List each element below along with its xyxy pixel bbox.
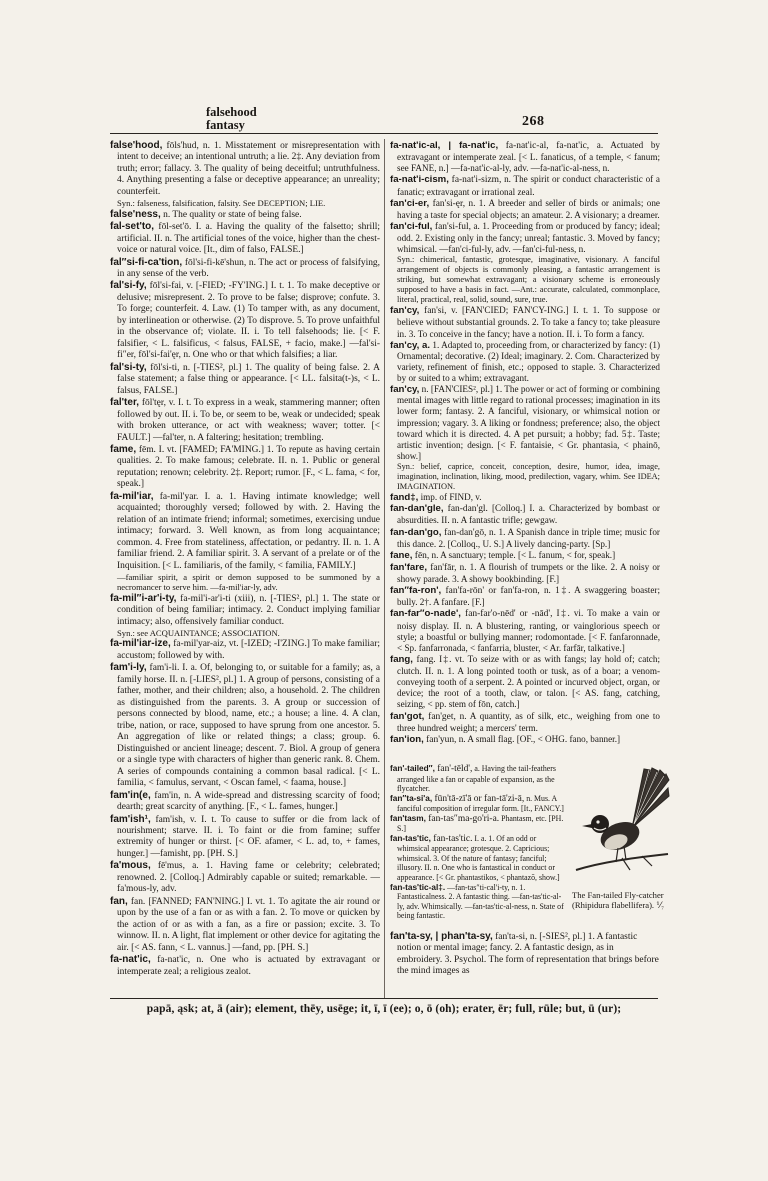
headword: fal'si-ty, bbox=[110, 361, 147, 373]
dictionary-entry bbox=[390, 608, 660, 654]
definition: n. 1. A Spanish dance in triple time; music for this dance. 2. [Colloq., U. S.] A lively dancing-party. [Sp.] bbox=[397, 526, 660, 549]
dictionary-entry bbox=[110, 257, 380, 281]
dictionary-entry bbox=[110, 638, 380, 662]
dictionary-entry bbox=[390, 711, 660, 734]
headword: fan'ta-sy, | phan'ta-sy, bbox=[390, 931, 493, 942]
headword: fa-mil'iar, bbox=[110, 490, 154, 502]
dictionary-entry bbox=[110, 362, 380, 397]
definition: v. [-FIED; -FY'ING.] I. t. 1. To make deceptive or delusive; misrepresent. 2. To prove to be false; disprove; confute. 3. To forge; counterfeit. 4. Law. (1) To tamper with, as any document, by interlineation or otherwise. (2) To disprove. 5. To prove unfaithful in the observance of; violate. II. i. To tell falsehoods; lie. [< F. falsifier, < L. falsificus, < falsus, FALSE, + facio, make.] —fal'si-fi″er, fōl'si-fai'ęr, n. One who or that which falsifies; a liar. bbox=[117, 281, 381, 361]
headword: fa-nat'ic, bbox=[110, 954, 151, 966]
pronunciation: fan. bbox=[127, 896, 146, 907]
dictionary-entry bbox=[390, 384, 660, 462]
definition: n. A wide-spread and distressing scarcity of food; dearth; great scarcity of anything. [F., < L. fames, hunger.] bbox=[117, 790, 380, 813]
guide-word-first: falsehood bbox=[206, 105, 257, 119]
pronunciation: fa-nat'ic, bbox=[150, 955, 191, 966]
definition: Phantasm, etc. [PH. S.] bbox=[397, 813, 564, 834]
wrapped-entries bbox=[390, 764, 568, 921]
pronunciation: fam'in, bbox=[150, 790, 181, 801]
footer-rule bbox=[110, 998, 658, 999]
definition: I. a. 1. Having intimate knowledge; well acquainted; thoroughly versed; followed by with. 2. Having the relation of an intimate friend; informal; sometimes, exercising undue intimacy; forward. 3. Well known, as from long acquaintance; common. 4. Free from stateliness, affectation, or pedantry. II. n. 1. A familiar friend. 2. A familiar spirit. 3. A servant of a prelate or of the Inquisition. [< L. familiaris, of the family, < familia, FAMILY.] bbox=[117, 491, 380, 571]
dictionary-entry bbox=[390, 140, 660, 174]
pronunciation: fan'si-ful, bbox=[432, 221, 471, 232]
headword: fan'cy, bbox=[390, 305, 420, 317]
dictionary-entry bbox=[390, 814, 568, 834]
pronunciation: fan-tas'tic. bbox=[430, 833, 473, 844]
dictionary-entry bbox=[110, 140, 380, 198]
dictionary-entry bbox=[390, 550, 660, 562]
dictionary-entry bbox=[110, 860, 380, 895]
dictionary-entry bbox=[390, 221, 660, 255]
definition: n. 1. Misstatement or misrepresentation with intent to deceive; an intentional untruth; a lie. 2‡. Any deviation from truth; error; fallacy. 3. The quality of being deceitful; untruthfulness. 4. Anything presenting a false or deceptive appearance; an unreality; counterfeit. bbox=[117, 141, 380, 197]
pronunciation: fūn'tā-zī'ā or fan-tā'zi-ā, bbox=[432, 793, 525, 804]
definition: I. a. 1. Of an odd or whimsical appearance; grotesque. 2. Capricious; whimsical. 3. Of the nature of fantasy; fanciful; illusory. II. n. One who is fantastical in conduct or appearance. [< Gr. phantastikos, < phantazō, show.] bbox=[397, 833, 560, 883]
dictionary-entry bbox=[110, 444, 380, 491]
headword: fan″ta-si'a, bbox=[390, 793, 433, 803]
definition: n. A sanctuary; temple. [< L. fanum, < for, speak.] bbox=[429, 549, 616, 560]
dictionary-entry bbox=[110, 954, 380, 978]
pronunciation: fa-nat'i-sizm, bbox=[448, 175, 502, 186]
definition: a. Actuated by extravagant or intemperate zeal. [< L. fanaticus, of a temple, < fanum; see FANE, n.] —fa-nat'ic-al-ly, adv. —fa-nat'ic-al-ness, n. bbox=[397, 140, 661, 174]
definition: a. 1. Having fame or celebrity; celebrated; renowned. 2. [Colloq.] Admirably capable or suited; remarkable. —fa'mous-ly, adv. bbox=[117, 861, 380, 895]
pronunciation: fōl-set'ō. bbox=[154, 222, 192, 233]
pronunciation: fōl'si-fi-kē'shun, bbox=[182, 257, 247, 268]
definition: n. [-TIES², pl.] 1. The quality of being false. 2. A false statement; a false thing or appearance. [< LL. falsita(t-)s, < L. falsus, FALSE.] bbox=[117, 362, 380, 396]
dictionary-entry bbox=[110, 491, 380, 572]
headword: fan'-tailed″, bbox=[390, 764, 435, 773]
dictionary-entry bbox=[390, 492, 660, 503]
right-column bbox=[390, 140, 660, 746]
definition: v. I. t. To cause to suffer or die from lack of nourishment; starve. II. i. To faint or die from famine; suffer extremity of hunger or thirst. [< OF. afamer, < L. ad, to, + fames, hunger.] —famisht, pp. [PH. S.] bbox=[117, 814, 380, 859]
synonym-note: Syn.: falseness, falsification, falsity. See DECEPTION; LIE. bbox=[117, 198, 326, 209]
definition: I. vt. [FAMED; FA'MING.] 1. To repute as having certain qualities. 2. To make famous; celebrate. II. n. 1. Public or general reputation; renown; celebrity. 2‡. Report; rumor. [F., < L. fama, < for, speak.] bbox=[117, 445, 380, 490]
definition: v. I. t. To express in a weak, stammering manner; often followed by out. II. i. To be, or seem to be, weak or undecided; speak with broken utterance, or act with weakness; waver; totter. [< FAULT.] —fal'ter, n. A faltering; hesitation; trembling. bbox=[117, 398, 380, 443]
definition: a. Having the tail-feathers arranged like a fan or capable of expansion, as the flycatcher. bbox=[397, 764, 556, 794]
dictionary-entry bbox=[110, 814, 380, 861]
column-divider bbox=[384, 139, 385, 998]
dictionary-entry bbox=[390, 734, 660, 746]
headword: false'hood, bbox=[110, 140, 163, 151]
definition: n. [-SIES², pl.] 1. A fantastic notion or mental image; fancy. 2. A fantastic design, as in embroidery. 3. Psychol. The form of representation that brings before the mind images as bbox=[397, 932, 659, 977]
pronunciation-key: papā, ąsk; at, ā (air); element, thēy, usēge; it, ī, ī (ee); o, ō (oh); erater, ēr; full, rūle; but, ū (ur); bbox=[146, 1003, 622, 1015]
pronunciation: fam'ish, bbox=[150, 814, 186, 825]
definition: [FANNED; FAN'NING.] I. vt. 1. To agitate the air round or upon by the use of a fan or as with a fan. 2. To move or quicken by the action of or as with a fan, as a fire or passion; excite. 3. To winnow. II. n. A light, flat implement or other device for agitating the air. [< AS. fann, < L. vannus.] —fand, pp. [PH. S.] bbox=[117, 896, 380, 953]
headword: fan″fa-ron', bbox=[390, 585, 442, 597]
pronunciation: fa-mil'yar-aiz, bbox=[170, 639, 227, 650]
headword: fan-tas'tic-al‡. bbox=[390, 882, 446, 892]
headword: fal″si-fi-ca'tion, bbox=[110, 256, 183, 268]
headword: fa-mil'iar-ize, bbox=[110, 638, 171, 650]
pronunciation: fan'si-ęr, bbox=[429, 198, 466, 209]
dictionary-entry bbox=[390, 834, 568, 883]
headword: fan'ion, bbox=[390, 733, 424, 745]
dictionary-entry bbox=[390, 654, 660, 711]
definition: I‡. vt. To seize with or as with fangs; lay hold of; catch; clutch. II. n. 1. A long pointed tooth or tusk, as of a boar; a venom-conveying tooth of a serpent. 2. A pointed or incurved object, organ, or device; the root of a tooth, claw, or talon. [< AS. fang, catching, seizing, < pp. stem of fōn, catch.] bbox=[397, 653, 660, 710]
dictionary-entry bbox=[110, 280, 380, 361]
pronunciation: fan-tas″ma-go'ri-a. bbox=[425, 813, 500, 824]
headword: fal-set'to, bbox=[110, 221, 155, 233]
definition: n. The quality or state of being false. bbox=[160, 209, 302, 220]
dictionary-entry bbox=[110, 397, 380, 444]
headword: fan, bbox=[110, 895, 128, 907]
pronunciation: fan-far'o-nēd' or -nād', bbox=[460, 609, 553, 620]
definition: vt. [-IZED; -I'ZING.] To make familiar; accustom; followed by with. bbox=[117, 639, 380, 661]
pronunciation: fan-dan'gl. bbox=[443, 504, 488, 515]
pronunciation: fōl'si-fai, bbox=[146, 281, 184, 292]
dictionary-entry bbox=[390, 585, 660, 608]
sub-entry: —familiar spirit, a spirit or demon supposed to be summoned by a necromancer to serve him. —fa-mil'iar-ly, adv. bbox=[117, 572, 380, 593]
dictionary-entry bbox=[110, 790, 380, 814]
guide-word-last: fantasy bbox=[206, 118, 245, 132]
pronunciation: fōl'si-ti, bbox=[146, 362, 180, 373]
headword: fa'mous, bbox=[110, 860, 151, 872]
headword: fam'in(e, bbox=[110, 789, 151, 801]
headword: fam'ish¹, bbox=[110, 813, 151, 825]
definition: n. 1. A breeder and seller of birds or animals; one having a taste for special objects; an amateur. 2. A visionary; a dreamer. bbox=[397, 197, 660, 220]
fantail-flycatcher-icon bbox=[572, 766, 670, 888]
dictionary-entry bbox=[390, 931, 660, 978]
definition: n. The act or process of falsifying, in any sense of the verb. bbox=[117, 257, 380, 279]
dictionary-entry bbox=[390, 503, 660, 526]
headword: false'ness, bbox=[110, 208, 161, 220]
left-column bbox=[110, 140, 380, 978]
definition: I‡. vi. To make a vain or noisy display. II. n. A blustering, ranting, or vainglorious speech or style; a boastful or bullying manner; rodomontade. [< F. fanfaronnade, < Sp. fanfarronada, < fanfarria, bluster, < Ar. farfār, talkative.] bbox=[397, 608, 660, 653]
headword: fa-nat'i-cism, bbox=[390, 174, 449, 186]
headword: fan-dan'gle, bbox=[390, 503, 444, 515]
pronunciation: fan'yun, bbox=[423, 734, 457, 745]
definition: 1. Adapted to, proceeding from, or characterized by fancy: (1) Ornamental; decorative. (2) Ideal; imaginary. 2. Com. Characterized by variety, refinement of finish, etc.; opposed to staple. 3. Characterized by or suited to a whim; extravagant. bbox=[397, 339, 661, 384]
headword: fan'cy, a. bbox=[390, 339, 431, 351]
headword: fan'tasm, bbox=[390, 813, 426, 823]
dictionary-entry bbox=[390, 527, 660, 550]
dictionary-entry bbox=[390, 340, 660, 385]
definition: imp. of FIND, v. bbox=[418, 492, 482, 503]
headword: fan-far″o-nade', bbox=[390, 608, 461, 620]
definition: n. The spirit or conduct characteristic of a fanatic; extravagant or irrational zeal. bbox=[397, 174, 660, 197]
headword: fan'ci-er, bbox=[390, 197, 430, 209]
headword: fane, bbox=[390, 549, 413, 561]
definition: n. Mus. A fanciful composition of irregular form. [It., FANCY.] bbox=[397, 793, 564, 814]
header-rule bbox=[110, 133, 658, 134]
pronunciation: fan'fa-rōn' or fan'fa-ron, bbox=[441, 586, 540, 597]
illustration-caption: The Fan-tailed Fly-catcher (Rhipidura flabellifera). ⅟₇ bbox=[572, 890, 665, 910]
definition: a. 1. Proceeding from or produced by fancy; ideal; odd. 2. Existing only in the fancy; unreal; fantastic. 3. Moved by fancy; whimsical. —fan'ci-ful-ly, adv. —fan'ci-ful-ness, n. bbox=[397, 220, 660, 255]
dictionary-entry bbox=[390, 883, 568, 921]
headword: fan-dan'go, bbox=[390, 526, 442, 538]
guide-words bbox=[206, 106, 257, 132]
pronunciation: fēm. bbox=[136, 445, 156, 456]
synonym-note: Syn.: belief, caprice, conceit, conception, desire, humor, idea, image, imagination, inclination, liking, mood, predilection, vagary, whim. See IDEA; IMAGINATION. bbox=[397, 462, 660, 492]
pronunciation: fa-nat'ic-al, fa-nat'ic, bbox=[498, 141, 590, 151]
definition: n. [FAN'CIES², pl.] 1. The power or act of forming or combining mental images with little regard to rational processes; imagination in its lower form; fantasy. 2. A fanciful, visionary, or whimsical notion or impression; vagary. 3. A liking or fondness; preference; also, the object toward which it is directed. 4. A pet pursuit; a hobby; fad. 5‡. Taste; artistic invention; design. [< F. fantaisie, < Gr. phantasia, < phainō, show.] bbox=[397, 384, 660, 461]
headword: fan'ci-ful, bbox=[390, 220, 433, 232]
definition: I. a. Having the quality of the falsetto; shrill; artificial. II. n. The artificial tones of the voice, higher than the chest-voice or natural voice. [It., dim of falso, FALSE.] bbox=[117, 222, 381, 256]
definition: n. A quantity, as of silk, etc., weighing from one to three hundred weight; a mercers' term. bbox=[397, 710, 661, 733]
dictionary-entry bbox=[110, 209, 380, 221]
dictionary-entry bbox=[390, 562, 660, 585]
definition: n. [-TIES², pl.] 1. The state or condition of being familiar; intimacy. 2. Conduct implying familiar intimacy; also, offensively familiar conduct. bbox=[117, 593, 381, 627]
definition: n. A small flag. [OF., < OHG. fano, banner.] bbox=[456, 733, 621, 744]
headword: fal'ter, bbox=[110, 397, 140, 409]
definition: [Colloq.] I. a. Characterized by bombast or absurdities. II. n. A fantastic trifle; gewgaw. bbox=[397, 503, 660, 526]
pronunciation: fa-mil'i-ar'i-ti (xiii), bbox=[176, 593, 256, 604]
definition: —fan-tas″ti-cal'i-ty, n. 1. Fantasticalness. 2. A fantastic thing. —fan-tas'tic-al-ly, adv. Whimsically. —fan-tas'tic-al-ness, n. State of being fantastic. bbox=[397, 882, 564, 921]
pronunciation: fan'-tēld', bbox=[434, 764, 473, 774]
headword: fal'si-fy, bbox=[110, 280, 147, 292]
tail-entries bbox=[390, 931, 660, 978]
definition: n. 1‡. A swaggering boaster; bully. 2†. A fanfare. [F.] bbox=[397, 585, 660, 608]
pronunciation: fēn, bbox=[412, 550, 430, 561]
pronunciation: fōl'tęr, bbox=[139, 398, 166, 409]
definition: n. 1. A flourish of trumpets or the like. 2. A noisy or showy parade. 3. A showy bookbinding. [F.] bbox=[397, 561, 660, 584]
headword: fa-nat'ic-al, | fa-nat'ic, bbox=[390, 140, 499, 151]
headword: fan'got, bbox=[390, 710, 425, 722]
headword: fame, bbox=[110, 444, 137, 456]
dictionary-entry bbox=[390, 764, 568, 794]
pronunciation: fan'si, bbox=[419, 306, 447, 317]
headword: fan'fare, bbox=[390, 561, 427, 573]
pronunciation: fang. bbox=[412, 654, 436, 665]
pronunciation: fan-dan'gō, bbox=[441, 527, 487, 538]
definition: I. a. Of, belonging to, or suitable for a family; as, a family horse. II. n. [-LIES², pl.] 1. A group of persons, consisting of a father, mother, and their children; also, a household. 2. The children as distinguished from the parents. 3. A group or succession of persons connected by blood, name, etc.; a house; a line. 4. A clan, tribe, nation, or race, supposed to have sprung from one ancestor. 5. An aggregation of like or related things; a class; group. 6. Distinguished or ancient lineage; descent. 7. Biol. A group of genera or a single type with characters of higher than generic rank. 8. Chem. A series of compounds containing a common basal radical. [< L. familia, < famulus, servant, < Oscan famel, < faama, house.] bbox=[117, 663, 381, 789]
headword: fa-mil″i-ar'i-ty, bbox=[110, 592, 177, 604]
synonym-note: Syn.: chimerical, fantastic, grotesque, imaginative, visionary. A fanciful arrangement of objects is commonly pleasing, a fantastic arrangement is striking, but somewhat extravagant; a visionary scheme is erroneously supposed to have a basis in fact. —Ant.: accurate, calculated, commonplace, literal, practical, real, solid, sound, sure, true. bbox=[397, 255, 660, 305]
dictionary-entry bbox=[390, 198, 660, 221]
pronunciation: fan'fār, bbox=[427, 562, 457, 573]
pronunciation: fōls'hud, bbox=[162, 141, 199, 151]
dictionary-entry bbox=[390, 305, 660, 339]
headword: fang, bbox=[390, 653, 413, 665]
headword: fan'cy, bbox=[390, 384, 420, 396]
headword: fam'i-ly, bbox=[110, 662, 147, 674]
headword: fand‡, bbox=[390, 492, 419, 504]
pronunciation: fan'ta-si, bbox=[492, 932, 528, 942]
definition: v. [FAN'CIED; FAN'CY-ING.] I. t. 1. To suppose or believe without substantial grounds. 2. To take a fancy to; take pleasure in. 3. To conceive in the fancy; have a notion. II. i. To form a fancy. bbox=[397, 305, 660, 339]
dictionary-entry bbox=[110, 896, 380, 954]
dictionary-entry bbox=[390, 174, 660, 197]
pronunciation: fan'get, bbox=[424, 711, 456, 722]
dictionary-entry bbox=[390, 794, 568, 814]
pronunciation: fam'i-li. bbox=[146, 663, 180, 674]
headword: fan-tas'tic, bbox=[390, 833, 431, 843]
pronunciation: fa-mil'yar. bbox=[153, 491, 199, 502]
dictionary-entry bbox=[110, 593, 380, 628]
page-number: 268 bbox=[522, 114, 545, 129]
illustration bbox=[572, 766, 670, 934]
definition: n. One who is actuated by extravagant or intemperate zeal; a religious zealot. bbox=[117, 955, 380, 977]
pronunciation: fē'mus, bbox=[150, 861, 185, 872]
dictionary-entry bbox=[110, 662, 380, 789]
synonym-note: Syn.: see ACQUAINTANCE; ASSOCIATION. bbox=[117, 628, 280, 639]
dictionary-entry bbox=[110, 221, 380, 256]
